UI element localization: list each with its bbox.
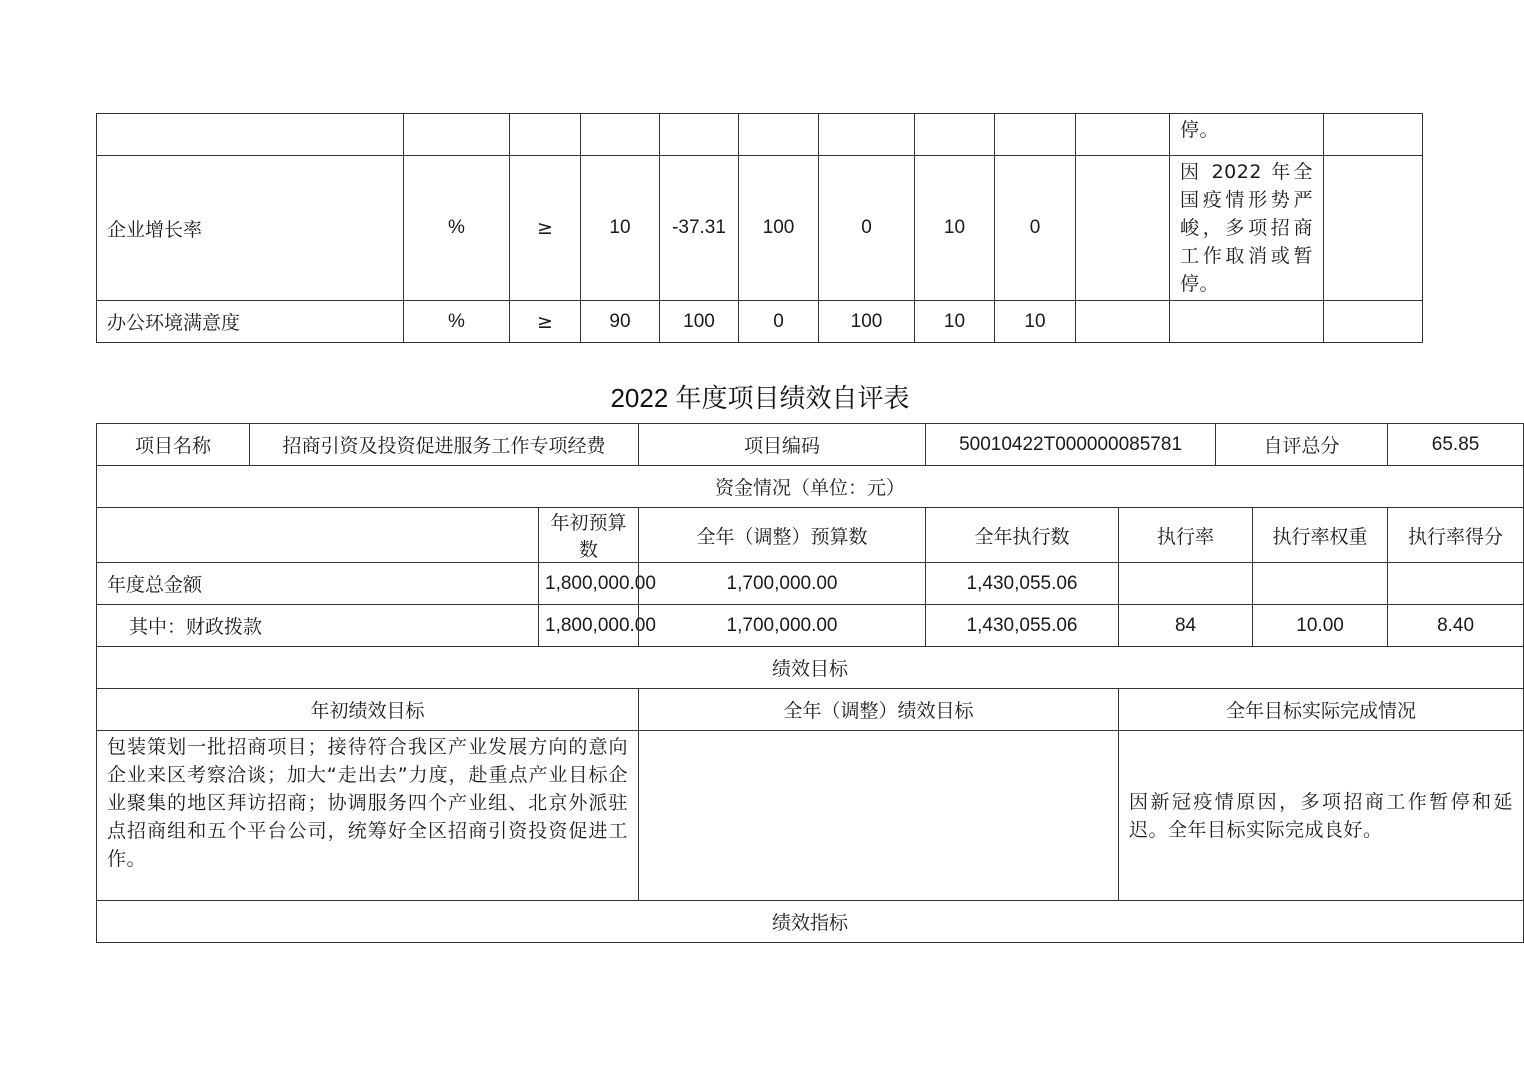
indicator-weight <box>739 114 819 156</box>
self-score-label: 自评总分 <box>1216 424 1388 466</box>
funds-row-label: 年度总金额 <box>97 563 539 605</box>
project-code-label: 项目编码 <box>639 424 926 466</box>
indicator-name <box>97 114 404 156</box>
funds-cell: 84 <box>1119 605 1253 647</box>
indicator-target <box>581 114 660 156</box>
funds-column-header: 执行率得分 <box>1388 508 1524 563</box>
goals-column-header: 全年（调整）绩效目标 <box>639 689 1119 731</box>
indicator-actual: -37.31 <box>660 156 739 301</box>
table-row <box>97 605 1524 647</box>
goals-content-row <box>97 731 1524 901</box>
indicator-actual <box>660 114 739 156</box>
indicator-unit: % <box>404 156 510 301</box>
funds-column-header: 执行率权重 <box>1253 508 1388 563</box>
indicator-unit <box>404 114 510 156</box>
self-score-value: 65.85 <box>1388 424 1524 466</box>
funds-column-header: 全年执行数 <box>926 508 1119 563</box>
self-evaluation-table <box>96 423 1524 943</box>
project-name-value: 招商引资及投资促进服务工作专项经费 <box>250 424 639 466</box>
indicators-section-header: 绩效指标 <box>97 901 1524 943</box>
indicator-cell: 10 <box>915 156 995 301</box>
section-header-row <box>97 901 1524 943</box>
funds-column-header-row <box>97 508 1524 563</box>
indicator-name: 办公环境满意度 <box>97 301 404 343</box>
indicator-actual: 100 <box>660 301 739 343</box>
table-row <box>97 156 1423 301</box>
funds-cell <box>1119 563 1253 605</box>
indicator-cell: 100 <box>819 301 915 343</box>
goals-column-header: 年初绩效目标 <box>97 689 639 731</box>
indicator-operator <box>510 114 581 156</box>
indicator-weight: 100 <box>739 156 819 301</box>
funds-cell: 8.40 <box>1388 605 1524 647</box>
funds-column-header: 年初预算数 <box>539 508 639 563</box>
initial-goal-text: 包装策划一批招商项目；接待符合我区产业发展方向的意向企业来区考察洽谈；加大“走出去”力度，赴重点产业目标企业聚集的地区拜访招商；协调服务四个产业组、北京外派驻点招商组和五个平台公司，统筹好全区招商引资投资促进工作。 <box>97 731 639 901</box>
indicator-cell <box>1324 114 1423 156</box>
indicator-cell: 0 <box>819 156 915 301</box>
indicator-name: 企业增长率 <box>97 156 404 301</box>
indicator-cell <box>1324 156 1423 301</box>
indicator-continuation-table <box>96 113 1423 343</box>
table-row <box>97 301 1423 343</box>
indicator-target: 10 <box>581 156 660 301</box>
indicator-reason <box>1170 301 1324 343</box>
funds-cell: 1,700,000.00 <box>639 605 926 647</box>
funds-cell: 10.00 <box>1253 605 1388 647</box>
table-row <box>97 563 1524 605</box>
section-header-row <box>97 466 1524 508</box>
indicator-cell <box>1324 301 1423 343</box>
indicator-cell <box>915 114 995 156</box>
funds-row-label: 其中：财政拨款 <box>97 605 539 647</box>
indicator-cell <box>1076 114 1170 156</box>
project-code-value: 50010422T000000085781 <box>926 424 1216 466</box>
indicator-weight: 0 <box>739 301 819 343</box>
indicator-reason: 停。 <box>1170 114 1324 156</box>
funds-column-header <box>97 508 539 563</box>
indicator-target: 90 <box>581 301 660 343</box>
indicator-cell <box>1076 156 1170 301</box>
funds-section-header: 资金情况（单位：元） <box>97 466 1524 508</box>
project-name-label: 项目名称 <box>97 424 250 466</box>
page-title: 2022 年度项目绩效自评表 <box>610 383 910 413</box>
goals-column-header: 全年目标实际完成情况 <box>1119 689 1524 731</box>
indicator-reason: 因 2022 年全国疫情形势严峻，多项招商工作取消或暂停。 <box>1170 156 1324 301</box>
funds-cell <box>1388 563 1524 605</box>
funds-cell: 1,800,000.00 <box>539 605 639 647</box>
table-row <box>97 114 1423 156</box>
actual-completion-text: 因新冠疫情原因，多项招商工作暂停和延迟。全年目标实际完成良好。 <box>1119 731 1524 901</box>
indicator-operator: ≥ <box>510 156 581 301</box>
goals-column-header-row <box>97 689 1524 731</box>
indicator-cell: 10 <box>995 301 1076 343</box>
adjusted-goal-text <box>639 731 1119 901</box>
funds-column-header: 执行率 <box>1119 508 1253 563</box>
goals-section-header: 绩效目标 <box>97 647 1524 689</box>
section-header-row <box>97 647 1524 689</box>
funds-cell: 1,430,055.06 <box>926 605 1119 647</box>
funds-cell: 1,430,055.06 <box>926 563 1119 605</box>
funds-cell: 1,800,000.00 <box>539 563 639 605</box>
indicator-cell: 10 <box>915 301 995 343</box>
funds-cell <box>1253 563 1388 605</box>
funds-column-header: 全年（调整）预算数 <box>639 508 926 563</box>
indicator-unit: % <box>404 301 510 343</box>
indicator-cell: 0 <box>995 156 1076 301</box>
indicator-cell <box>995 114 1076 156</box>
indicator-cell <box>819 114 915 156</box>
project-info-row <box>97 424 1524 466</box>
funds-cell: 1,700,000.00 <box>639 563 926 605</box>
indicator-operator: ≥ <box>510 301 581 343</box>
indicator-cell <box>1076 301 1170 343</box>
